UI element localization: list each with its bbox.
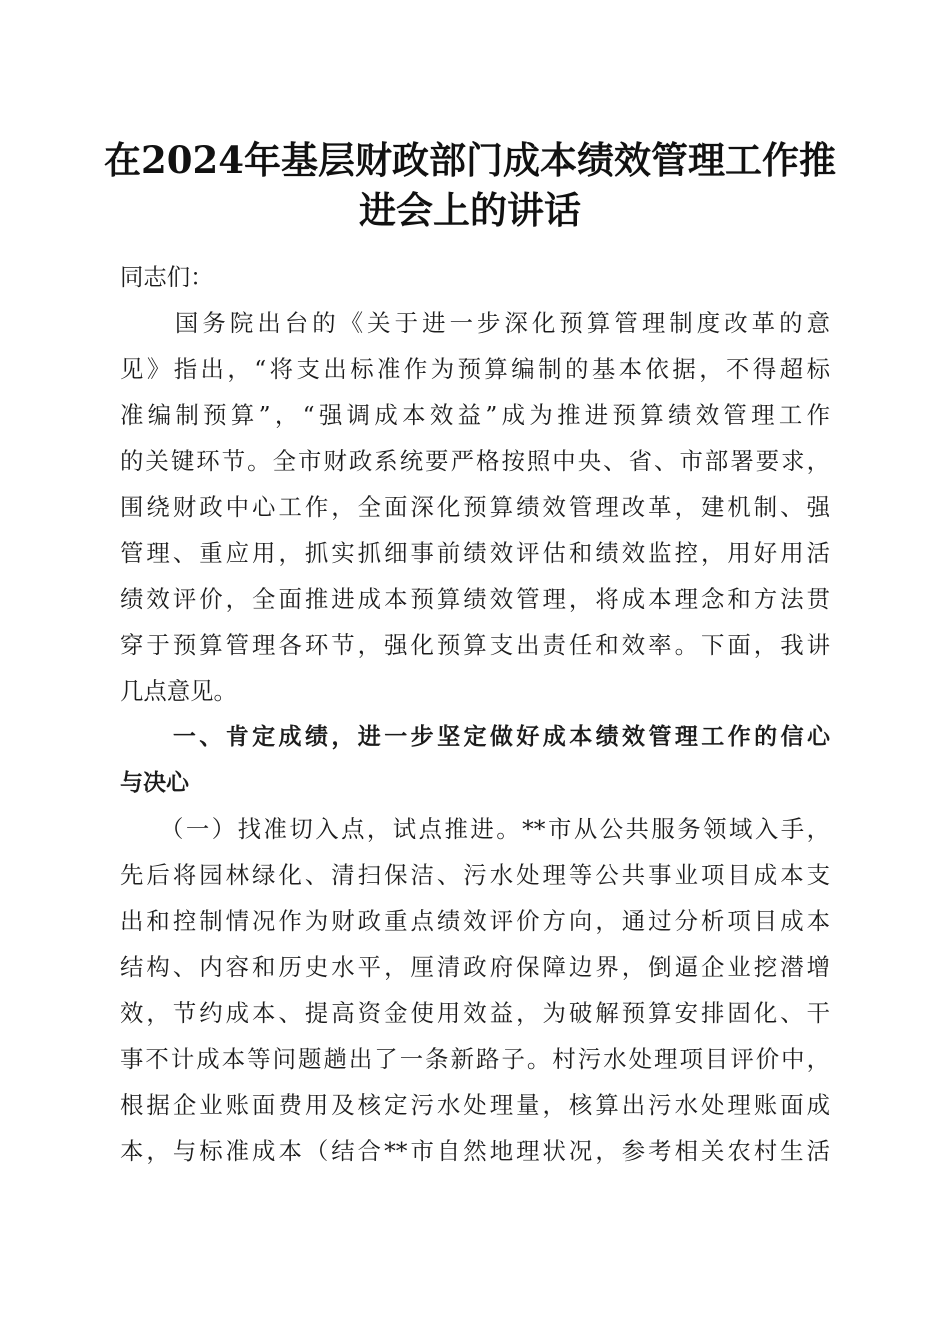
section-paragraph	[120, 806, 830, 1174]
text-line: 围绕财政中心工作，全面深化预算绩效管理改革，建机制、强	[120, 493, 830, 521]
text-line: 出和控制情况作为财政重点绩效评价方向，通过分析项目成本	[120, 907, 830, 935]
text-line: 穿于预算管理各环节，强化预算支出责任和效率。下面，我讲	[120, 631, 830, 659]
text-line: （一）找准切入点，试点推进。**市从公共服务领域入手，	[120, 815, 830, 843]
document-title	[100, 135, 840, 235]
text-line: 见》指出，“将支出标准作为预算编制的基本依据，不得超标	[120, 355, 830, 383]
intro-paragraph	[120, 300, 830, 714]
text-line: 的关键环节。全市财政系统要严格按照中央、省、市部署要求，	[120, 447, 830, 475]
text-line: 事不计成本等问题趟出了一条新路子。村污水处理项目评价中，	[120, 1045, 830, 1073]
text-line: 效，节约成本、提高资金使用效益，为破解预算安排固化、干	[120, 999, 830, 1027]
text-line: 国务院出台的《关于进一步深化预算管理制度改革的意	[120, 309, 830, 337]
text-line: 根据企业账面费用及核定污水处理量，核算出污水处理账面成	[120, 1091, 830, 1119]
section-heading	[120, 714, 830, 806]
title-line: 在2024年基层财政部门成本绩效管理工作推	[104, 138, 836, 182]
text-line: 准编制预算”，“强调成本效益”成为推进预算绩效管理工作	[120, 401, 830, 429]
text-line: 结构、内容和历史水平，厘清政府保障边界，倒逼企业挖潜增	[120, 953, 830, 981]
text-line: 管理、重应用，抓实抓细事前绩效评估和绩效监控，用好用活	[120, 539, 830, 567]
text-line: 几点意见。	[120, 677, 237, 705]
document-body	[120, 254, 830, 1174]
text-line: 先后将园林绿化、清扫保洁、污水处理等公共事业项目成本支	[120, 861, 830, 889]
salutation: 同志们：	[120, 263, 214, 291]
heading-line: 与决心	[120, 770, 189, 796]
text-line: 绩效评价，全面推进成本预算绩效管理，将成本理念和方法贯	[120, 585, 830, 613]
text-line: 本，与标准成本（结合**市自然地理状况，参考相关农村生活	[120, 1137, 830, 1165]
heading-line: 一、肯定成绩，进一步坚定做好成本绩效管理工作的信心	[120, 724, 830, 750]
title-line: 进会上的讲话	[359, 188, 581, 232]
